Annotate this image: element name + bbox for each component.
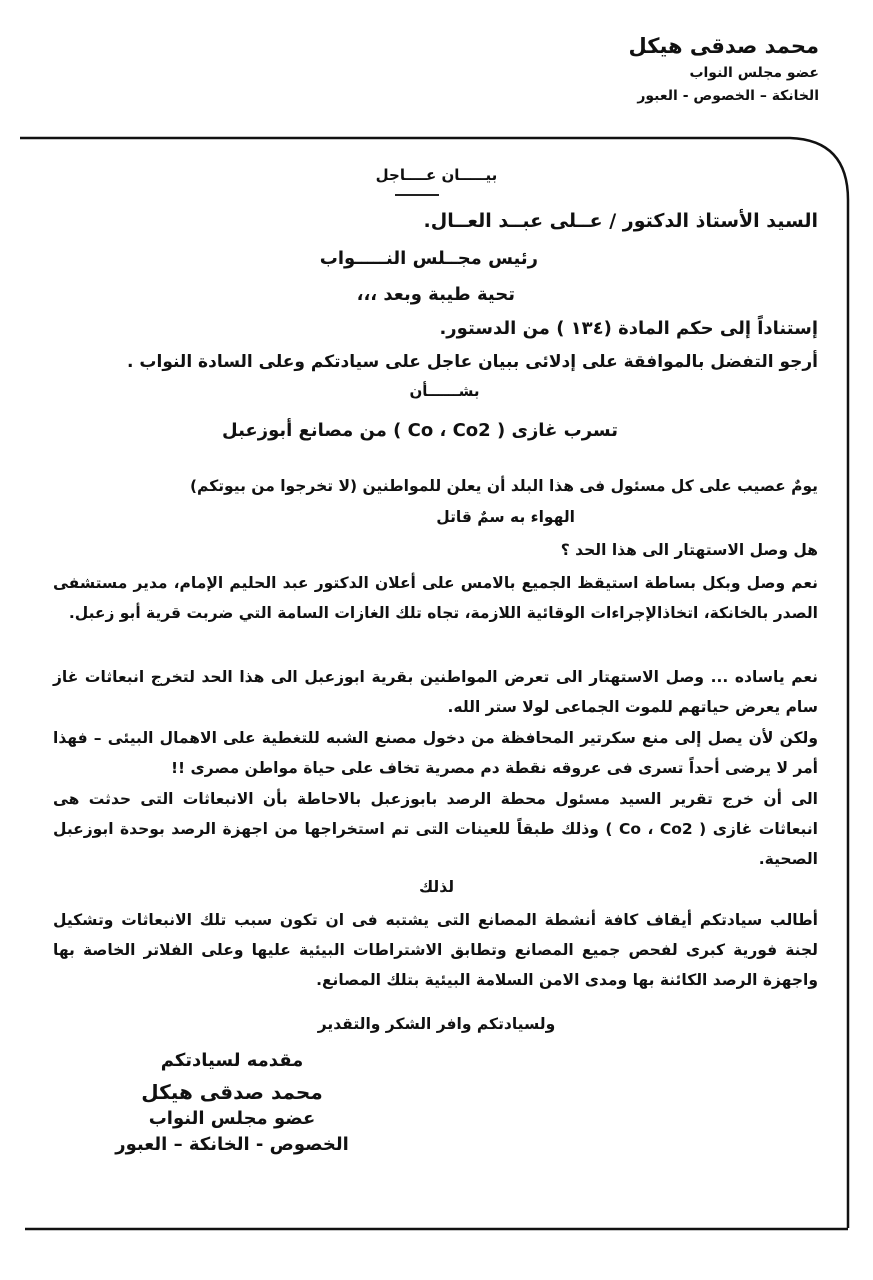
question: هل وصل الاستهتار الى هذا الحد ؟ <box>560 541 818 559</box>
signature-presented: مقدمه لسيادتكم <box>160 1050 304 1071</box>
opening-line-2: الهواء به سمٌ قاتل <box>436 508 575 526</box>
paragraph-5: أطالب سيادتكم أيقاف كافة أنشطة المصانع التى يشتبه فى ان تكون سبب تلك الانبعاثات وتشكيل لجنة فورية كبرى لفحص جميع المصانع وتطابق الاشتراطات البيئية عليها وعلى الفلاتر الخاصة بها واجهزة الرصد الكائنة بها ومدى الامن السلامة البيئية بتلك المصانع. <box>53 911 818 989</box>
signature-role: عضو مجلس النواب <box>148 1108 316 1129</box>
subject: تسرب غازى ( Co ، Co2 ) من مصانع أبوزعبل <box>222 420 618 441</box>
title-underline <box>395 194 439 196</box>
paragraph-2: نعم ياساده ... وصل الاستهتار الى تعرض المواطنين بقرية ابوزعبل الى هذا الحد لتخرج انبعاثات غاز سام يعرض حياتهم للموت الجماعى لولا ستر الله. <box>53 668 818 716</box>
therefore: لذلك <box>418 878 455 896</box>
signature-name: محمد صدقى هيكل <box>141 1080 323 1104</box>
greeting: تحية طيبة وبعد ،،، <box>356 284 515 305</box>
regarding-label: بشــــــأن <box>409 382 480 400</box>
urgent-statement-title: بيـــــان عــــاجل <box>375 166 498 184</box>
letterhead-districts: الخانكة – الخصوص - العبور <box>637 88 819 104</box>
legal-basis: إستناداً إلى حكم المادة (١٣٤ ) من الدستور. <box>439 318 818 339</box>
opening-line-1: يومٌ عصيب على كل مسئول فى هذا البلد أن يعلن للمواطنين (لا تخرجوا من بيوتكم) <box>189 477 818 495</box>
paragraph-1: نعم وصل وبكل بساطة استيقظ الجميع بالامس على أعلان الدكتور عبد الحليم الإمام، مدير مستشفى الصدر بالخانكة، اتخاذالإجراءات الوقائية اللازمة، تجاه تلك الغازات السامة التي ضربت قرية أبو زعبل. <box>53 574 818 622</box>
letterhead-name: محمد صدقى هيكل <box>628 34 819 58</box>
closing: ولسيادتكم وافر الشكر والتقدير <box>317 1015 556 1033</box>
letterhead-role: عضو مجلس النواب <box>689 65 819 81</box>
signature-districts: الخصوص - الخانكة – العبور <box>115 1134 349 1155</box>
paragraph-4: الى أن خرج تقرير السيد مسئول محطة الرصد بابوزعبل بالاحاطة بأن الانبعاثات التى حدثت هى انبعاثات غازى ( Co ، Co2 ) وذلك طبقاً للعينات التى تم استخراجها من اجهزة الرصد بوحدة ابوزعبل الصحية. <box>53 790 818 868</box>
paragraph-3: ولكن لأن يصل إلى منع سكرتير المحافظة من دخول مصنع الشبه للتغطية على الاهمال البيئى – فهذا أمر لا يرضى أحداً تسرى فى عروقه نقطة دم مصرية تخاف على حياة مواطن مصرى !! <box>53 729 818 777</box>
addressee-title: رئيس مجــلس النـــــواب <box>319 248 538 269</box>
request: أرجو التفضل بالموافقة على إدلائى ببيان عاجل على سيادتكم وعلى السادة النواب . <box>127 352 818 372</box>
addressee: السيد الأستاذ الدكتور / عــلى عبــد العــال. <box>423 210 818 232</box>
letterhead <box>629 32 819 106</box>
